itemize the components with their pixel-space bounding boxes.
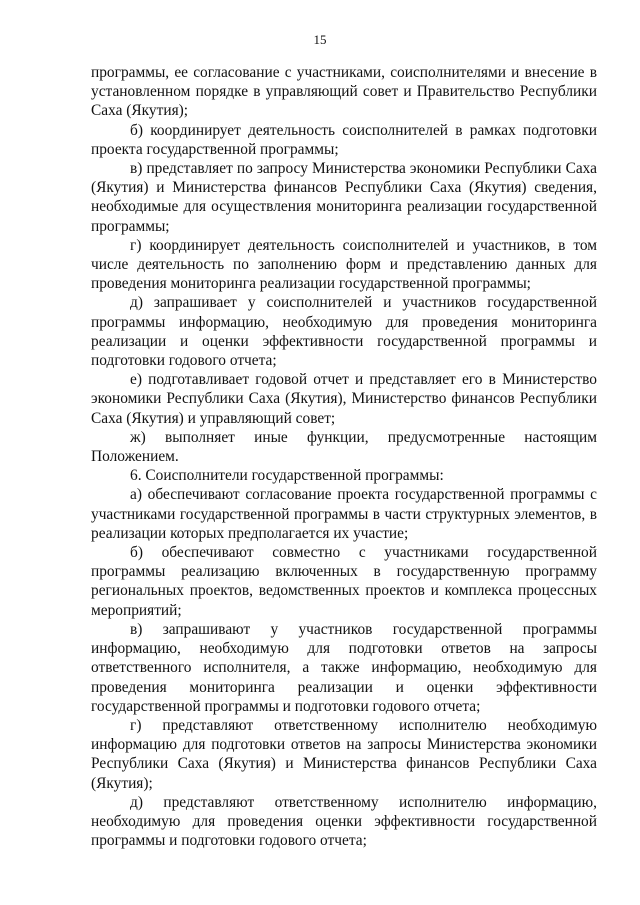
- paragraph-coexec-d: д) представляют ответственному исполнителю информацию, необходимую для проведения оценки эффективности государственной программы и подготовки годового отчета;: [91, 793, 597, 850]
- section-heading-6: 6. Соисполнители государственной программы:: [130, 467, 444, 485]
- paragraph-coexec-b: б) обеспечивают совместно с участниками государственной программы реализацию включенных в государственную программу региональных проектов, ведомственных проектов и комплекса процессных мероприятий;: [91, 544, 597, 619]
- paragraph-item-d: д) запрашивает у соисполнителей и участников государственной программы информацию, необходимую для проведения мониторинга реализации и оценки эффективности государственной программы и подготовки годового отчета;: [91, 294, 597, 370]
- paragraph-coexec-g: г) представляют ответственному исполнителю необходимую информацию для подготовки ответов на запросы Министерства экономики Республики Саха (Якутия) и Министерства финансов Республики Саха (Якутия);: [91, 716, 597, 792]
- paragraph-item-e: е) подготавливает годовой отчет и представляет его в Министерство экономики Республики Саха (Якутия), Министерство финансов Республики Саха (Якутия) и управляющий совет;: [91, 371, 597, 427]
- paragraph-item-zh: ж) выполняет иные функции, предусмотренные настоящим Положением.: [91, 428, 597, 466]
- paragraph-item-v: в) представляет по запросу Министерства экономики Республики Саха (Якутия) и Министерства финансов Республики Саха (Якутия) сведения, необходимые для осуществления мониторинга реализации государственной программы;: [91, 160, 597, 235]
- paragraph-continuation: программы, ее согласование с участниками, соисполнителями и внесение в установленном порядке в управляющий совет и Правительство Республики Саха (Якутия);: [91, 64, 597, 120]
- paragraph-coexec-a: а) обеспечивают согласование проекта государственной программы с участниками государственной программы в части структурных элементов, в реализации которых предполагается их участие;: [91, 486, 597, 542]
- paragraph-item-b: б) координирует деятельность соисполнителей в рамках подготовки проекта государственной программы;: [91, 121, 597, 158]
- page-number: 15: [313, 32, 327, 47]
- paragraph-item-g: г) координирует деятельность соисполнителей и участников, в том числе деятельность по заполнению форм и представлению данных для проведения мониторинга реализации государственной программы;: [91, 236, 597, 293]
- paragraph-coexec-v: в) запрашивают у участников государственной программы информацию, необходимую для подготовки ответов на запросы ответственного исполнителя, а также информацию, необходимую для проведения мониторинга реализации и оценки эффективности государственной программы и подготовки годового отчета;: [91, 620, 597, 715]
- document-body: [91, 63, 597, 850]
